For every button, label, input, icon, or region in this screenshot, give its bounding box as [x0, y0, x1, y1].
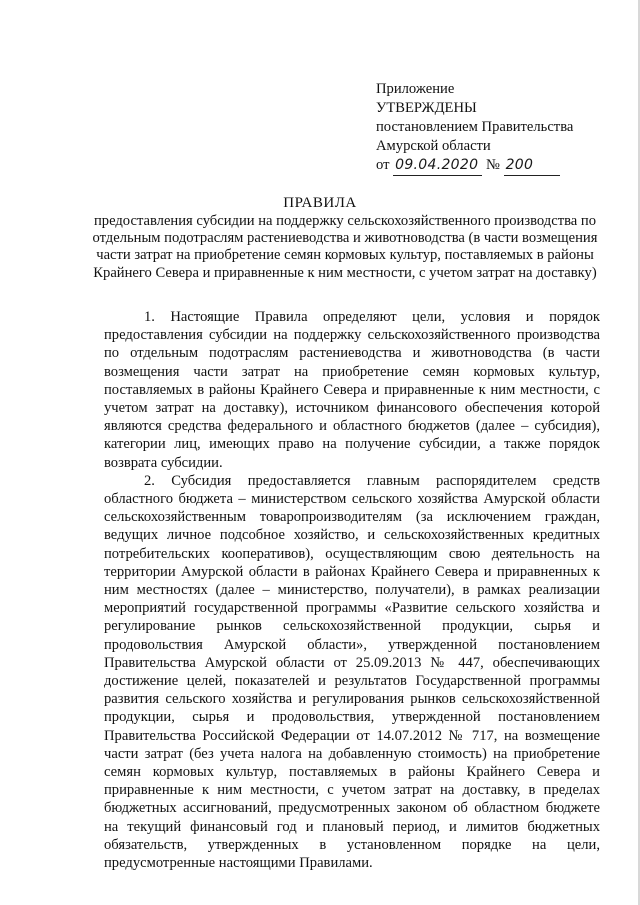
document-subtitle: предоставления субсидии на поддержку сельскохозяйственного производства по отдельным подотраслям растениеводства и животноводства (в части возмещения части затрат на приобретение семян кормовых культур, поставляемых в районы Крайнего Севера и приравненные к ним местности, с учетом затрат на доставку) [92, 213, 598, 281]
approval-appendix-label: Приложение [376, 81, 455, 97]
paragraph-2: 2. Субсидия предоставляется главным распорядителем средств областного бюджета – министерством сельского хозяйства Амурской области сельскохозяйственным товаропроизводителям (за исключением граждан, ведущих личное подсобное хозяйство, и сельскохозяйственных кредитных потребительских кооперативов), осуществляющим свою деятельность на территории Амурской области в районах Крайнего Севера и приравненных к ним местностях (далее – министерство, получатели), в рамках реализации мероприятий государственной программы «Развитие сельского хозяйства и регулирование рынков сельскохозяйственной продукции, сырья и продовольствия Амурской области», утвержденной постановлением Правительства Амурской области от 25.09.2013 № 447, обеспечивающих достижение целей, показателей и результатов Государственной программы развития сельского хозяйства и регулирования рынков сельскохозяйственной продукции, сырья и продовольствия, утвержденной постановлением Правительства Российской Федерации от 14.07.2012 № 717, на возмещение части затрат (без учета налога на добавленную стоимость) на приобретение семян кормовых культур, поставляемых в районы Крайнего Севера и приравненные к ним местности, с учетом затрат на доставку, в пределах бюджетных ассигнований, предусмотренных законом об областном бюджете на текущий финансовый год и плановый период, и лимитов бюджетных обязательств, утвержденных в установленном порядке на цели, предусмотренные настоящими Правилами. [104, 472, 600, 872]
approval-region-label: Амурской области [376, 138, 491, 154]
approval-block [376, 80, 626, 176]
approval-date-line [376, 156, 626, 176]
paragraph-1: 1. Настоящие Правила определяют цели, условия и порядок предоставления субсидии на поддержку сельскохозяйственного производства по отдельным подотраслям растениеводства и животноводства (в части возмещения части затрат на приобретение семян кормовых культур, поставляемых в районы Крайнего Севера и приравненные к ним местности, с учетом затрат на доставку), источником финансового обеспечения которой являются средства федерального и областного бюджетов (далее – субсидия), категории лиц, имеющих право на получение субсидии, а также порядок возврата субсидии. [104, 309, 600, 471]
approval-number-prefix: № [485, 157, 500, 173]
approval-number-value: 200 [504, 156, 560, 176]
approval-date-value: 09.04.2020 [393, 156, 482, 176]
approval-resolution-label: постановлением Правительства [376, 119, 574, 135]
document-body [104, 308, 600, 872]
document-title: ПРАВИЛА [283, 195, 357, 211]
approval-approved-label: УТВЕРЖДЕНЫ [376, 100, 477, 116]
approval-date-prefix: от [376, 157, 390, 173]
